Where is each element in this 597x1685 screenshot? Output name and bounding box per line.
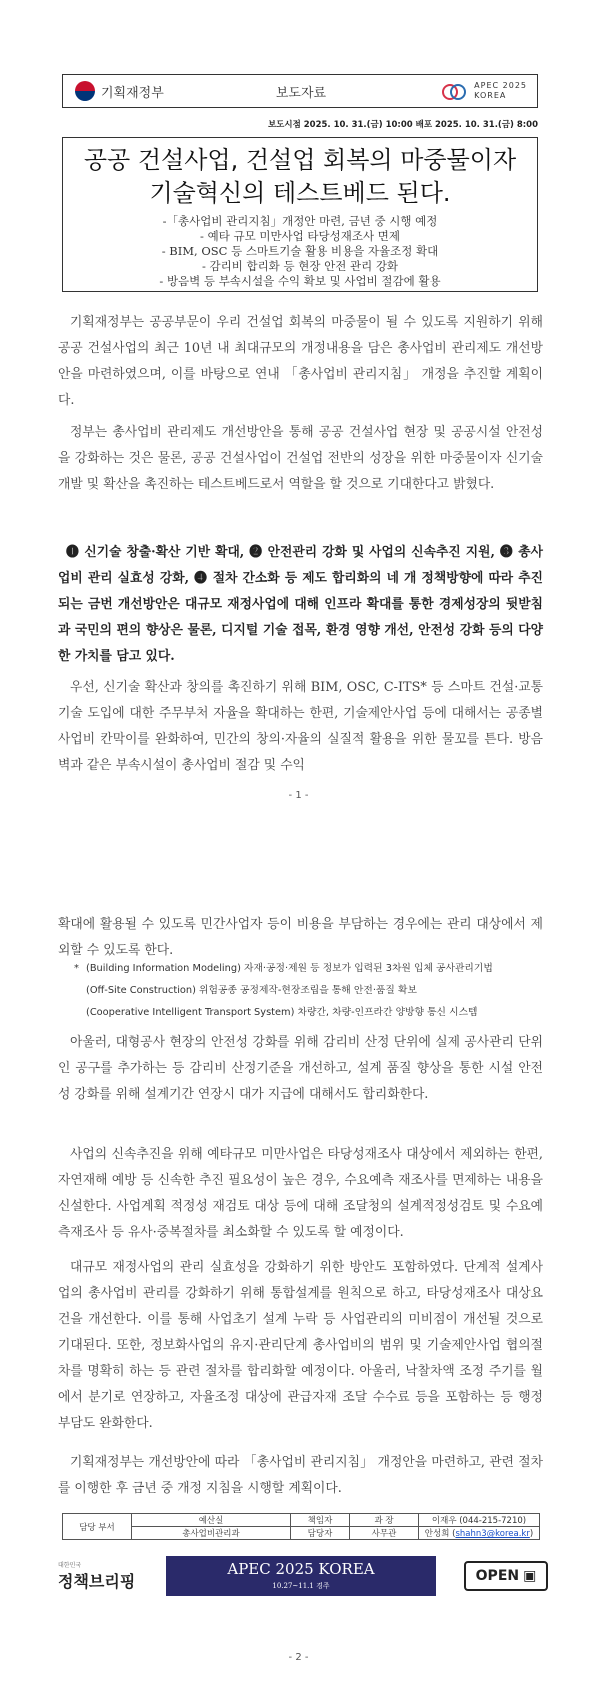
- footer-logos: [58, 1554, 548, 1598]
- sub-bullet: -「총사업비 관리지침」개정안 마련, 금년 중 시행 예정: [162, 214, 438, 228]
- paragraph-4: 우선, 신기술 확산과 창의를 촉진하기 위해 BIM, OSC, C-ITS* 등 스마트 건설·교통기술 도입에 대한 주무부처 자율을 확대하는 한편, 기술제안사업 등에 대해서는 공종별 사업비 칸막이를 완화하여, 민간의 창의·자율의 실질적 활용을 위한 물꼬를 튼다. 방음벽과 같은 부속시설이 총사업비 절감 및 수익: [58, 680, 543, 773]
- policy-briefing-small: 대한민국: [58, 1562, 82, 1569]
- paragraph-7: 사업의 신속추진을 위해 예타규모 미만사업은 타당성재조사 대상에서 제외하는 한편, 자연재해 예방 등 신속한 추진 필요성이 높은 경우, 수요예측 재조사를 면제하는 내용을 신설한다. 사업계획 적정성 재검토 대상 등에 대해 조달청의 설계적정성검토 및 수요예측재조사 등 유사·중복절차를 최소화할 수 있도록 할 예정이다.: [58, 1147, 543, 1240]
- paragraph-6: 아울러, 대형공사 현장의 안전성 강화를 위해 감리비 산정 단위에 실제 공사관리 단위인 공구를 추가하는 등 감리비 산정기준을 개선하고, 설계 품질 향상을 통한 시설 안전성 강화를 위해 설계기간 연장시 대가 지급에 대해서도 합리화한다.: [58, 1035, 543, 1102]
- policy-briefing-text: 정책브리핑: [58, 1572, 136, 1591]
- apec-logo-text: APEC 2025: [474, 81, 527, 90]
- page-number-2: - 2 -: [288, 1652, 309, 1663]
- paragraph-1: 기획재정부는 공공부문이 우리 건설업 회복의 마중물이 될 수 있도록 지원하기 위해 공공 건설사업의 최근 10년 내 최대규모의 개정내용을 담은 총사업비 관리제도 개선방안을 마련하였으며, 이를 바탕으로 연내 「총사업비 관리지침」 개정을 추진할 계획이다.: [58, 315, 543, 408]
- footnote-osc: (Off-Site Construction) 위험공종 공정제작-현장조립을 통해 안전·품질 확보: [86, 985, 417, 996]
- footnote-mark: *: [74, 963, 79, 974]
- contact-name-2-close: ): [529, 1529, 534, 1539]
- paragraph-5: 확대에 활용될 수 있도록 민간사업자 등이 비용을 부담하는 경우에는 관리 대상에서 제외할 수 있도록 한다.: [58, 917, 543, 958]
- contact-name-2-text: 안성희 (: [424, 1529, 456, 1539]
- title-box: [62, 137, 538, 292]
- paragraph-8: 대규모 재정사업의 관리 실효성을 강화하기 위한 방안도 포함하였다. 단계적 설계사업의 총사업비 관리를 강화하기 위해 통합설계를 원칙으로 하고, 타당성재조사 대상요건을 개선한다. 이를 통해 사업초기 설계 누락 등 사업관리의 미비점이 개선될 것으로 기대된다. 또한, 정보화사업의 유지·관리단계 총사업비의 범위 및 기술제안사업 협의절차를 명확히 하는 등 관련 절차를 합리화할 예정이다. 아울러, 낙찰차액 조정 주기를 월에서 분기로 연장하고, 자율조정 대상에 관급자재 조달 수수료 등을 포함하는 등 행정 부담도 완화한다.: [58, 1260, 543, 1431]
- contact-table: [62, 1513, 540, 1540]
- dept-2: 총사업비관리과: [132, 1527, 291, 1540]
- apec-logo-sub: KOREA: [474, 91, 507, 100]
- apec-mark-icon: [442, 82, 470, 100]
- sub-bullet: - 방음벽 등 부속시설을 수익 확보 및 사업비 절감에 활용: [159, 274, 441, 288]
- open-license-logo: [464, 1561, 548, 1591]
- page-number-1: - 1 -: [288, 790, 309, 801]
- dept-1: 예산실: [132, 1514, 291, 1527]
- header-box: [62, 74, 538, 108]
- apec-banner-text: APEC 2025 KOREA: [227, 1560, 375, 1578]
- headline: [63, 144, 537, 210]
- open-license-text: OPEN: [475, 1568, 520, 1584]
- paragraph-3: ❶ 신기술 창출·확산 기반 확대, ❷ 안전관리 강화 및 사업의 신속추진 지원, ❸ 총사업비 관리 실효성 강화, ❹ 절차 간소화 등 제도 합리화의 네 개 정책방향에 따라 추진되는 금번 개선방안은 대규모 재정사업에 대해 인프라 확대를 통한 경제성장의 뒷받침과 국민의 편의 향상은 물론, 디지털 기술 접목, 환경 영향 개선, 안전성 강화 등의 다양한 가치를 담고 있다.: [58, 545, 543, 664]
- dept-label: 담당 부서: [63, 1514, 132, 1540]
- contact-name-2: [419, 1527, 540, 1540]
- footnote-bim: (Building Information Modeling) 자재·공정·제원 등 정보가 입력된 3차원 입체 공사관리기법: [86, 963, 493, 974]
- headline-line2: 기술혁신의 테스트베드 된다.: [149, 179, 451, 207]
- footnote-cits: (Cooperative Intelligent Transport System) 차량간, 차량-인프라간 양방향 통신 시스템: [86, 1007, 478, 1018]
- taeguk-icon: [75, 81, 95, 101]
- staff-label: 담당자: [291, 1527, 350, 1540]
- embargo-line: 보도시점 2025. 10. 31.(금) 10:00 배포 2025. 10. 31.(금) 8:00: [267, 120, 538, 130]
- ministry-name: 기획재정부: [101, 85, 164, 101]
- title-1: 과 장: [350, 1514, 419, 1527]
- sub-bullet: - BIM, OSC 등 스마트기술 활용 비용을 자율조정 확대: [161, 244, 439, 258]
- resp-label: 책임자: [291, 1514, 350, 1527]
- contact-name-1: 이재우 (044-215-7210): [419, 1514, 540, 1527]
- paragraph-2: 정부는 총사업비 관리제도 개선방안을 통해 공공 건설사업 현장 및 공공시설 안전성을 강화하는 것은 물론, 공공 건설사업이 건설업 전반의 성장을 위한 마중물이자 신기술 개발 및 확산을 촉진하는 테스트베드로서 역할을 할 것으로 기대한다고 밝혔다.: [58, 425, 543, 492]
- headline-line1: 공공 건설사업, 건설업 회복의 마중물이자: [83, 146, 517, 174]
- ministry-logo: [63, 81, 195, 101]
- footnotes: [74, 958, 544, 1024]
- paragraph-9: 기획재정부는 개선방안에 따라 「총사업비 관리지침」 개정안을 마련하고, 관련 절차를 이행한 후 금년 중 개정 지침을 시행할 계획이다.: [58, 1455, 543, 1496]
- title-2: 사무관: [350, 1527, 419, 1540]
- apec-banner-sub: 10.27~11.1 경주: [272, 1582, 330, 1590]
- apec-banner: [166, 1556, 436, 1596]
- apec-logo: [407, 81, 537, 101]
- policy-briefing-logo: [58, 1560, 138, 1592]
- sub-bullet: - 예타 규모 미만사업 타당성재조사 면제: [200, 229, 400, 243]
- email-link[interactable]: shahn3@korea.kr: [455, 1529, 530, 1539]
- doc-type: 보도자료: [275, 85, 327, 101]
- license-icon: ▣: [523, 1568, 537, 1584]
- sub-bullet: - 감리비 합리화 등 현장 안전 관리 강화: [201, 259, 399, 273]
